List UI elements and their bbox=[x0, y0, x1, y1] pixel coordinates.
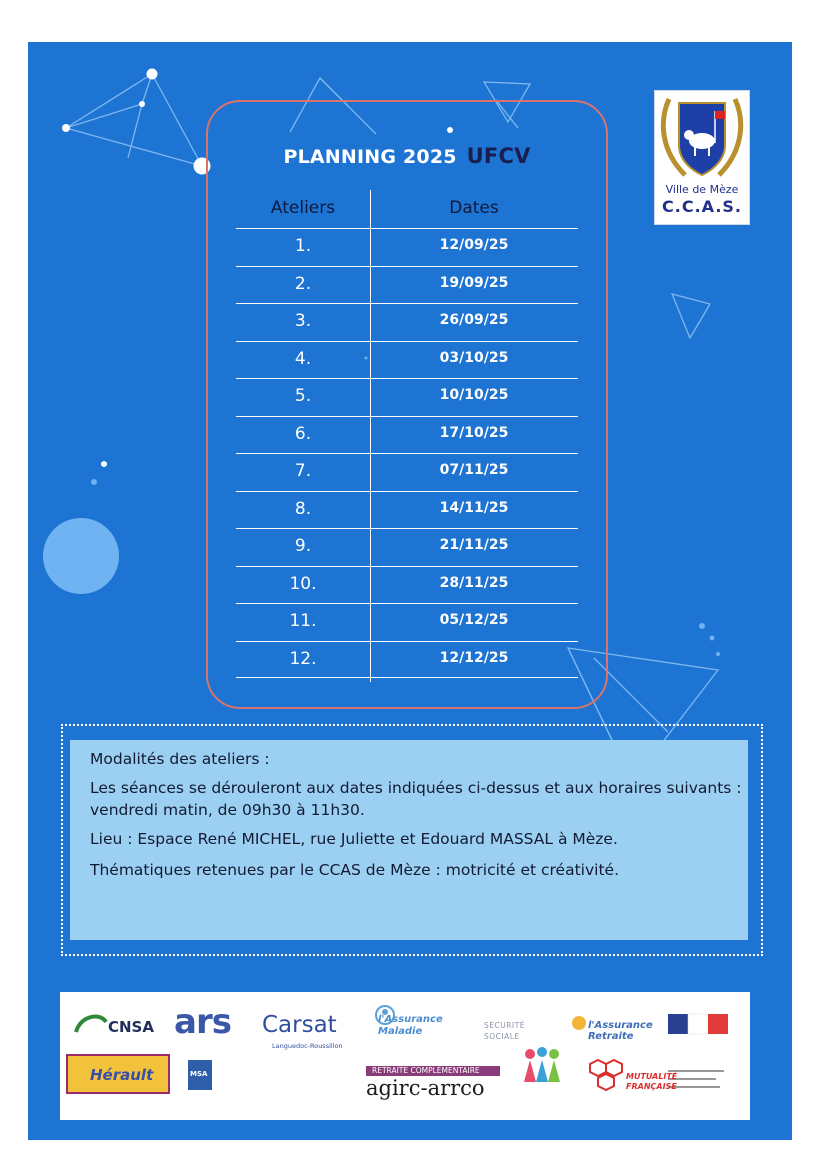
retraite-complementaire-text: RETRAITE COMPLÉMENTAIRE bbox=[372, 1066, 480, 1075]
partners-logos bbox=[60, 992, 750, 1120]
atelier-number: 10. bbox=[289, 573, 317, 594]
table-row bbox=[236, 453, 578, 491]
table-row bbox=[236, 303, 578, 341]
atelier-date: 07/11/25 bbox=[439, 462, 509, 478]
mutualite-francaise-icon bbox=[588, 1058, 624, 1094]
atelier-date: 26/09/25 bbox=[439, 312, 509, 328]
atelier-number: 4. bbox=[294, 348, 312, 369]
info-schedule-text: Les séances se dérouleront aux dates indiquées ci-dessus et aux horaires suivants : vendredi matin, de 09h30 à 11h30. bbox=[90, 779, 742, 819]
assurance-maladie-logo: l'Assurance Maladie bbox=[378, 1014, 443, 1037]
info-heading: Modalités des ateliers : bbox=[90, 750, 270, 768]
cnsa-logo: CNSA bbox=[108, 1018, 154, 1036]
ccas-logo bbox=[654, 90, 750, 225]
assurance-retraite-logo: l'Assurance Retraite bbox=[588, 1020, 653, 1042]
info-themes-text: Thématiques retenues par le CCAS de Mèze : motricité et créativité. bbox=[90, 861, 619, 879]
atelier-date: 17/10/25 bbox=[439, 424, 509, 441]
atelier-date: 10/10/25 bbox=[439, 387, 509, 403]
people-figures-logo-icon bbox=[520, 1046, 564, 1088]
table-row bbox=[236, 491, 578, 529]
logo-ville-text: Ville de Mèze bbox=[665, 183, 739, 196]
schedule-table bbox=[236, 228, 578, 678]
atelier-date: 28/11/25 bbox=[439, 574, 509, 591]
msa-logo bbox=[188, 1060, 212, 1090]
atelier-number: 8. bbox=[294, 498, 312, 519]
atelier-number: 3. bbox=[294, 311, 312, 331]
atelier-number: 2. bbox=[294, 273, 312, 294]
atelier-date: 21/11/25 bbox=[439, 537, 509, 553]
mutualite-francaise-logo: MUTUALITÉ FRANÇAISE bbox=[626, 1072, 678, 1091]
atelier-number: 12. bbox=[289, 648, 317, 669]
atelier-number: 11. bbox=[289, 611, 317, 631]
column-header-ateliers: Ateliers bbox=[270, 198, 336, 218]
retraite-complementaire-banner bbox=[366, 1066, 500, 1076]
table-row bbox=[236, 378, 578, 416]
carsat-logo: Carsat bbox=[262, 1012, 337, 1038]
atelier-number: 9. bbox=[294, 536, 312, 556]
table-row bbox=[236, 228, 578, 266]
table-row bbox=[236, 528, 578, 566]
table-row bbox=[236, 266, 578, 304]
republique-francaise-logo-icon bbox=[664, 1012, 732, 1110]
table-row bbox=[236, 566, 578, 604]
carsat-region: Languedoc-Roussillon bbox=[272, 1042, 343, 1050]
atelier-number: 6. bbox=[294, 423, 312, 444]
atelier-date: 03/10/25 bbox=[439, 349, 509, 366]
msa-logo-text: MSA bbox=[190, 1070, 208, 1078]
table-row bbox=[236, 416, 578, 454]
organizer-name: UFCV bbox=[466, 144, 531, 168]
atelier-date: 19/09/25 bbox=[439, 274, 509, 291]
atelier-number: 7. bbox=[294, 461, 312, 481]
herault-logo bbox=[66, 1054, 170, 1094]
planning-title bbox=[208, 144, 606, 168]
table-row bbox=[236, 341, 578, 379]
poster bbox=[28, 42, 792, 1140]
cnsa-logo-icon bbox=[74, 1012, 108, 1034]
agirc-arrco-logo: agirc-arrco bbox=[366, 1076, 485, 1100]
coat-of-arms-icon bbox=[655, 91, 749, 183]
atelier-date: 12/09/25 bbox=[439, 237, 509, 253]
ars-logo: ars bbox=[174, 1002, 231, 1042]
logo-ccas-text: C.C.A.S. bbox=[662, 197, 742, 216]
planning-panel bbox=[206, 100, 608, 709]
assurance-retraite-icon bbox=[570, 1014, 588, 1032]
securite-sociale-logo: SÉCURITÉ SOCIALE bbox=[484, 1021, 525, 1041]
planning-title-text: PLANNING 2025 bbox=[283, 146, 457, 168]
info-box bbox=[70, 740, 748, 940]
column-header-dates: Dates bbox=[449, 198, 499, 218]
atelier-number: 1. bbox=[294, 236, 312, 256]
atelier-date: 05/12/25 bbox=[439, 612, 509, 628]
table-row bbox=[236, 641, 578, 679]
herault-logo-text: Hérault bbox=[90, 1066, 154, 1084]
atelier-date: 12/12/25 bbox=[439, 649, 509, 666]
table-row bbox=[236, 603, 578, 641]
atelier-date: 14/11/25 bbox=[439, 499, 509, 516]
info-location-text: Lieu : Espace René MICHEL, rue Juliette et Edouard MASSAL à Mèze. bbox=[90, 830, 618, 848]
atelier-number: 5. bbox=[294, 386, 312, 406]
